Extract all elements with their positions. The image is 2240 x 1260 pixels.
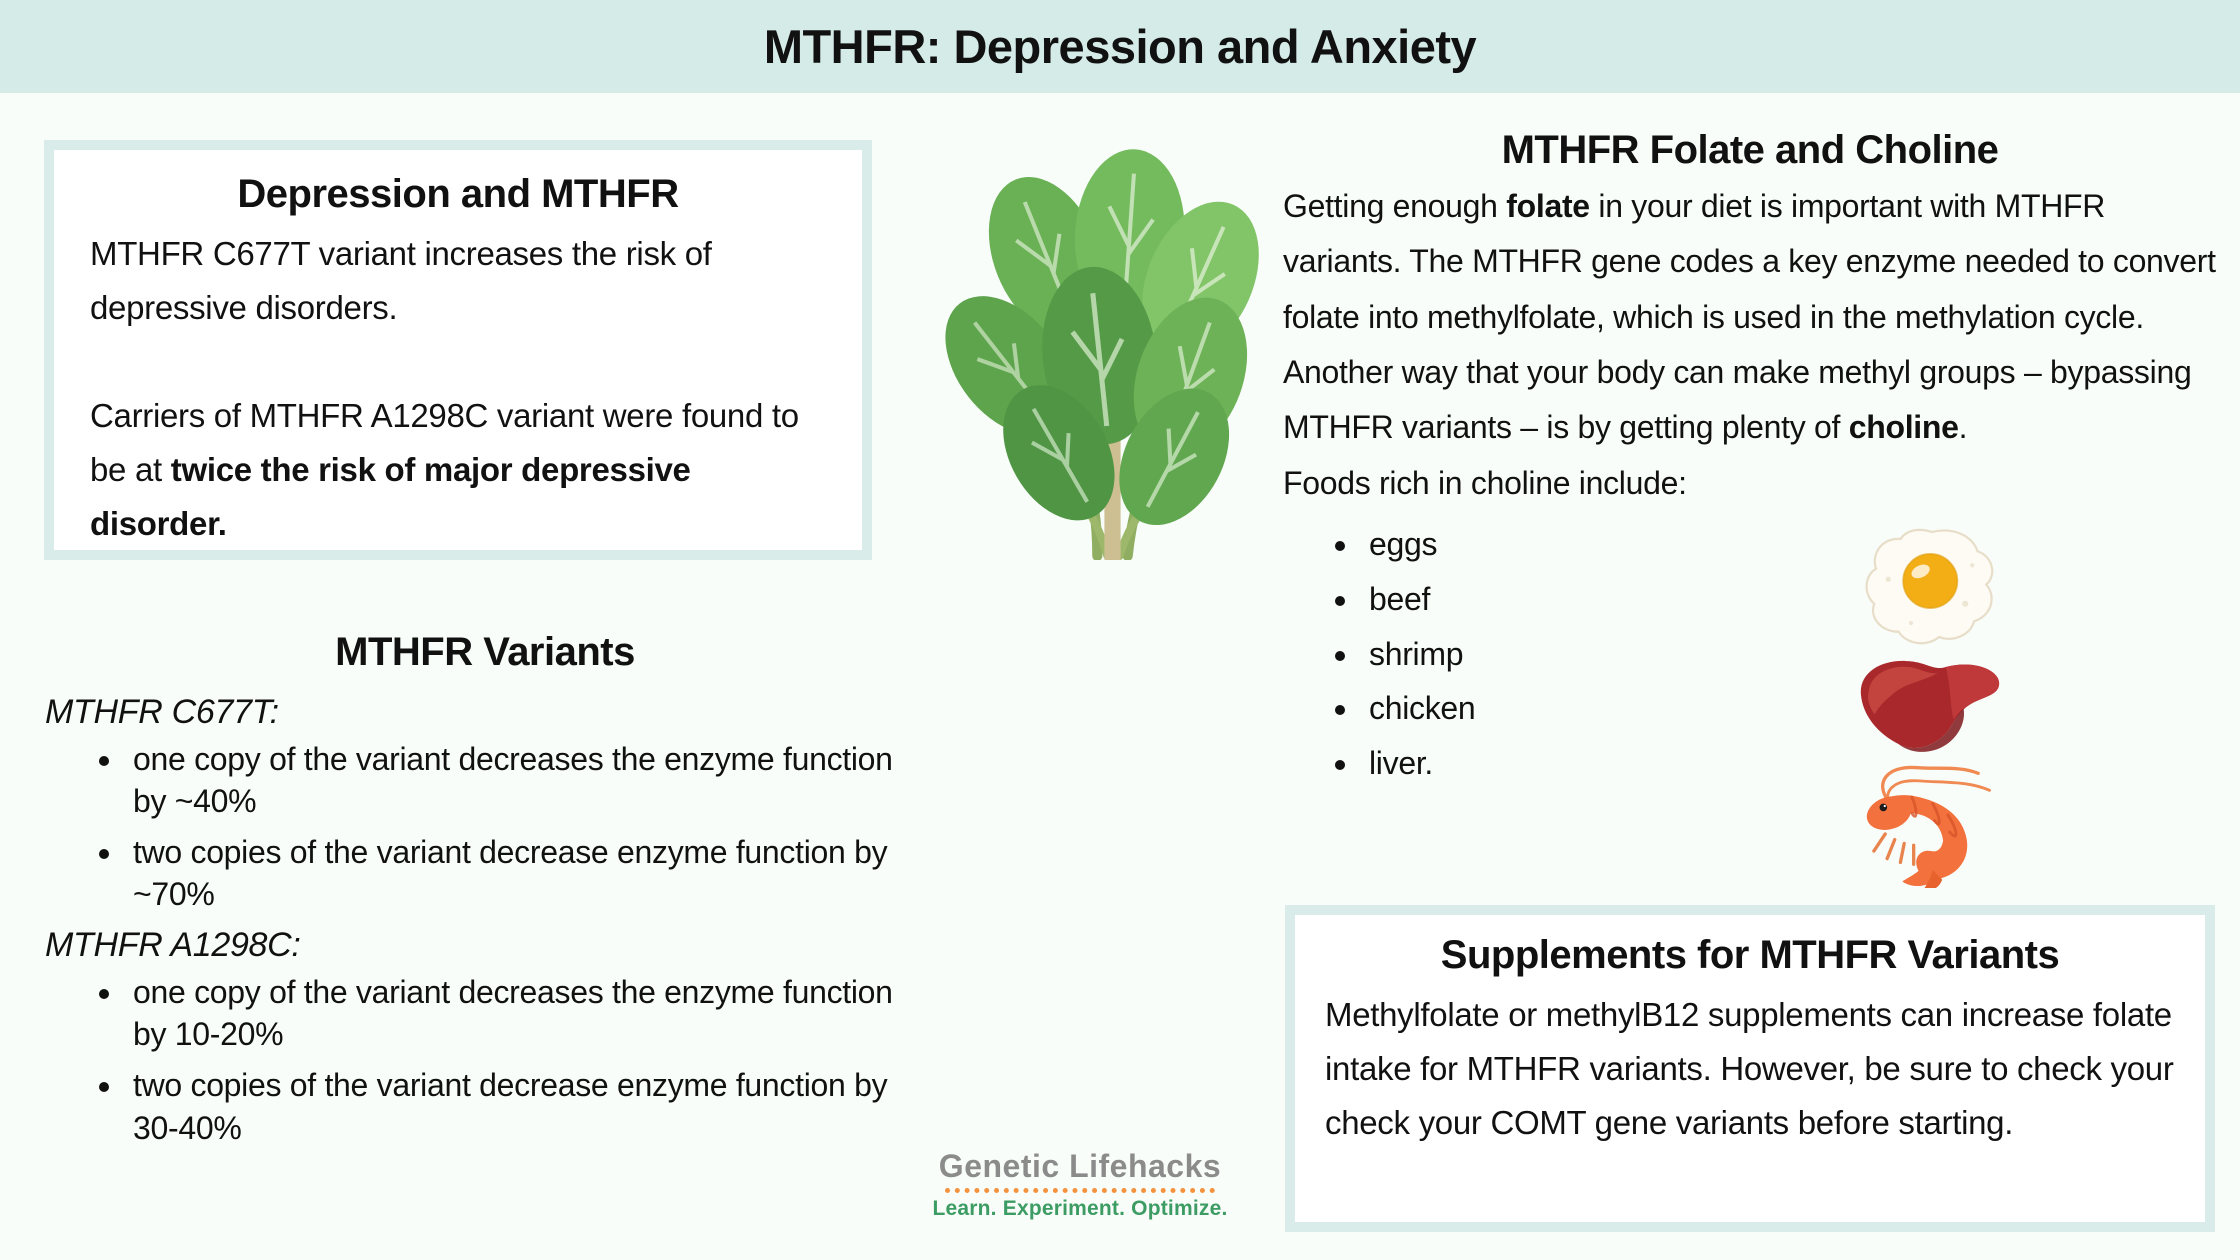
shrimp-svg [1842,760,2010,888]
folate-title: MTHFR Folate and Choline [1501,128,1999,172]
depression-paragraph-2: Carriers of MTHFR A1298C variant were found to be at twice the risk of major depressive disorder. [90,397,799,543]
bullet-item: • two copies of the variant decrease enzyme function by 30-40% [125,1064,925,1148]
food-item: • beef [1361,572,1843,627]
supplements-box-body [1325,988,2175,1150]
page-title: MTHFR: Depression and Anxiety [763,20,1477,73]
supplements-box-title: Supplements for MTHFR Variants [1440,933,2060,977]
variant-group-a1298c [45,924,925,1148]
folate-paragraph-1: Getting enough folate in your diet is important with MTHFR variants. The MTHFR gene codes a key enzyme needed to convert folate into methylfolate, which is used in the methylation cycle. [1283,188,2216,335]
liver-svg [1855,655,2003,759]
spinach-svg [945,135,1280,560]
variants-title: MTHFR Variants [335,630,635,674]
depression-paragraph-1: MTHFR C677T variant increases the risk of depressive disorders. [90,235,712,327]
food-item: • chicken [1361,681,1843,736]
shrimp-icon [1842,760,2010,888]
logo-name: Genetic Lifehacks [938,1148,1222,1184]
fried-egg-svg [1862,524,2002,652]
title-banner [0,0,2240,93]
variant-label: MTHFR C677T: [45,693,279,731]
liver-icon [1855,655,2003,759]
logo-dotted-divider [945,1188,1215,1193]
food-item: • shrimp [1361,627,1843,682]
depression-box-body [90,227,826,552]
depression-box-title: Depression and MTHFR [237,172,679,216]
bullet-item: • one copy of the variant decreases the enzyme function by ~40% [125,738,925,822]
variant-label: MTHFR A1298C: [45,926,301,965]
bullet-item: • two copies of the variant decrease enzyme function by ~70% [125,831,925,915]
variant-bullets [45,738,925,916]
variant-group-c677t [45,691,925,915]
genetic-lifehacks-logo [920,1148,1240,1221]
variant-bullets [45,971,925,1149]
folate-section [1283,128,2217,791]
folate-paragraph-2: Another way that your body can make methyl groups – bypassing MTHFR variants – is by getting plenty of choline. [1283,354,2192,446]
depression-box [44,140,872,560]
food-item: • liver. [1361,736,1843,791]
supplements-paragraph: Methylfolate or methylB12 supplements can increase folate intake for MTHFR variants. However, be sure to check your check your COMT gene variants before starting. [1325,996,2174,1142]
foods-intro: Foods rich in choline include: [1283,464,1687,501]
logo-tagline: Learn. Experiment. Optimize. [932,1197,1228,1220]
food-item: • eggs [1361,517,1843,572]
variants-section [45,630,925,1158]
supplements-box [1285,905,2215,1232]
spinach-icon [945,135,1280,560]
fried-egg-icon [1862,524,2002,652]
foods-list [1283,517,1843,791]
bullet-item: • one copy of the variant decreases the enzyme function by 10-20% [125,971,925,1055]
